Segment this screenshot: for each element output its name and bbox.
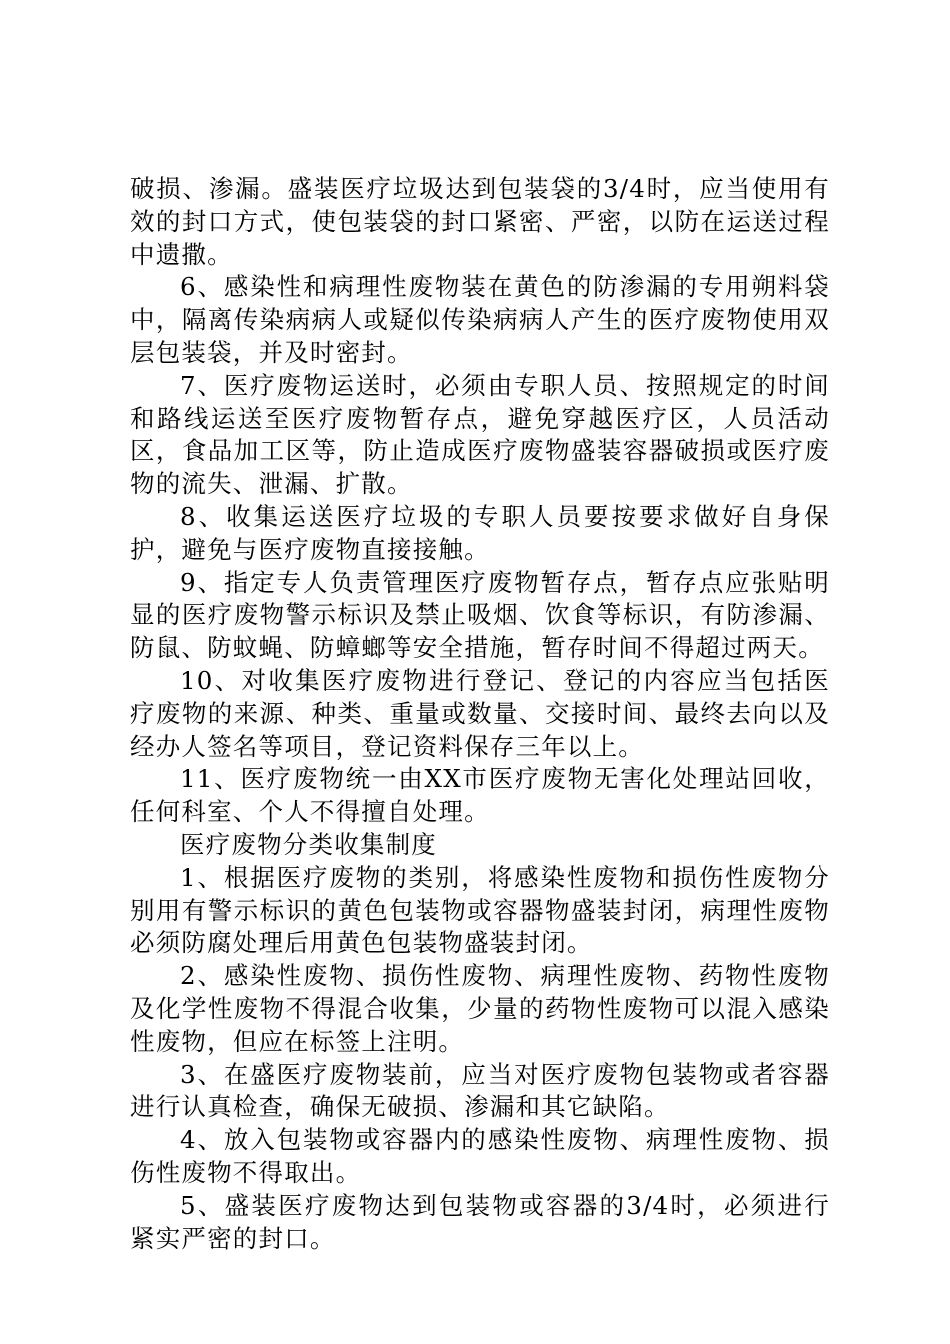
section-heading: 医疗废物分类收集制度: [180, 829, 437, 859]
paragraph-item-7: 7、医疗废物运送时，必须由专职人员、按照规定的时间和路线运送至医疗废物暂存点，避免穿越医疗区，人员活动区，食品加工区等，防止造成医疗废物盛装容器破损或医疗废物的流失、泄漏、扩散。: [130, 370, 830, 499]
paragraph-rule-4: 4、放入包装物或容器内的感染性废物、病理性废物、损伤性废物不得取出。: [130, 1125, 830, 1187]
paragraph-rule-3: 3、在盛医疗废物装前，应当对医疗废物包装物或者容器进行认真检查，确保无破损、渗漏和其它缺陷。: [130, 1059, 830, 1122]
paragraph-item-10: 10、对收集医疗废物进行登记、登记的内容应当包括医疗废物的来源、种类、重量或数量、交接时间、最终去向以及经办人签名等项目，登记资料保存三年以上。: [130, 665, 830, 761]
paragraph-rule-1: 1、根据医疗废物的类别，将感染性废物和损伤性废物分别用有警示标识的黄色包装物或容器物盛装封闭，病理性废物必须防腐处理后用黄色包装物盛装封闭。: [130, 862, 830, 958]
paragraph-item-11: 11、医疗废物统一由XX市医疗废物无害化处理站回收，任何科室、个人不得擅自处理。: [130, 764, 830, 827]
document-page: [130, 173, 830, 1255]
paragraph-rule-2: 2、感染性废物、损伤性废物、病理性废物、药物性废物及化学性废物不得混合收集，少量的药物性废物可以混入感染性废物，但应在标签上注明。: [130, 961, 830, 1056]
paragraph-continuation: 破损、渗漏。盛装医疗垃圾达到包装袋的3/4时，应当使用有效的封口方式，使包装袋的封口紧密、严密，以防在运送过程中遗撒。: [130, 174, 830, 269]
paragraph-item-8: 8、收集运送医疗垃圾的专职人员要按要求做好自身保护，避免与医疗废物直接接触。: [130, 501, 830, 564]
paragraph-item-6: 6、感染性和病理性废物装在黄色的防渗漏的专用朔料袋中，隔离传染病病人或疑似传染病病人产生的医疗废物使用双层包装袋，并及时密封。: [130, 272, 830, 367]
paragraph-item-9: 9、指定专人负责管理医疗废物暂存点，暂存点应张贴明显的医疗废物警示标识及禁止吸烟、饮食等标识，有防渗漏、防鼠、防蚊蝇、防蟑螂等安全措施，暂存时间不得超过两天。: [130, 567, 830, 663]
paragraph-rule-5: 5、盛装医疗废物达到包装物或容器的3/4时，必须进行紧实严密的封口。: [130, 1190, 830, 1253]
